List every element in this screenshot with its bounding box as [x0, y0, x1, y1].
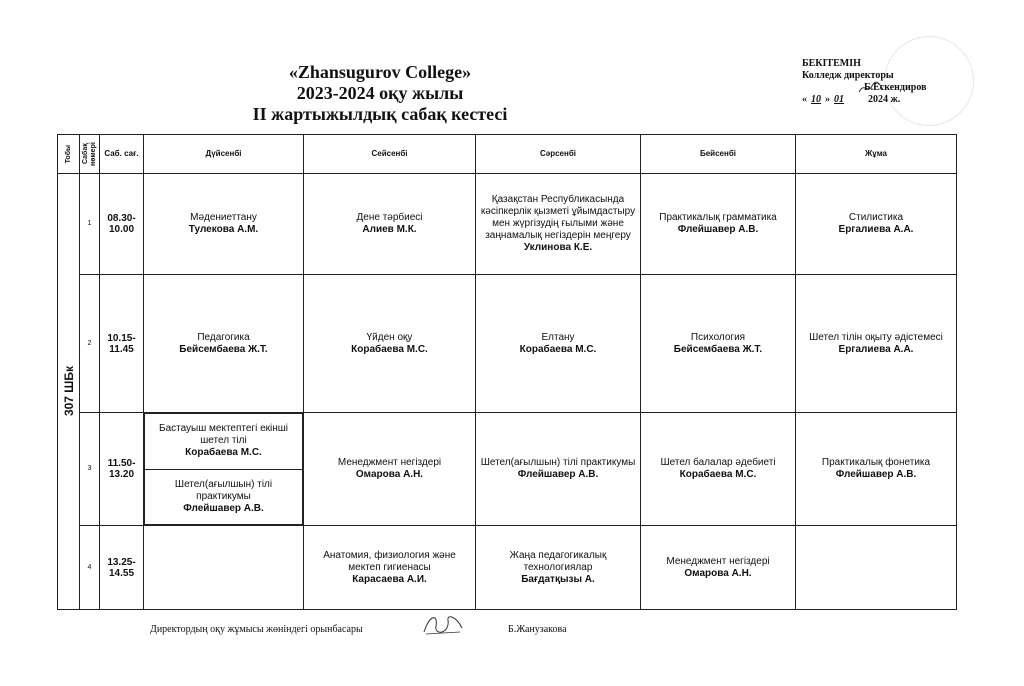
subject: Жаңа педагогикалық технологиялар	[509, 549, 607, 573]
lesson-cell	[796, 526, 957, 610]
lesson-cell	[796, 413, 957, 526]
lesson-cell	[476, 275, 641, 413]
header-monday: Дүйсенбі	[144, 135, 304, 174]
table-row	[58, 413, 957, 526]
document-title	[150, 62, 610, 125]
lesson-time: 08.30-10.00	[100, 174, 144, 275]
subject: Менеджмент негіздері	[337, 457, 442, 468]
teacher: Тулекова А.М.	[188, 224, 259, 235]
table-row	[58, 174, 957, 275]
lesson-cell	[304, 413, 476, 526]
lesson-cell	[641, 174, 796, 275]
lesson-cell-split	[144, 413, 304, 526]
subject: Шетел(ағылшын) тілі практикумы	[480, 457, 636, 468]
lesson-time: 10.15-11.45	[100, 275, 144, 413]
teacher: Бейсембаева Ж.Т.	[179, 343, 268, 355]
lesson-time: 13.25-14.55	[100, 526, 144, 610]
approval-date: « 10 » 01 2024 ж.	[802, 94, 901, 105]
teacher: Флейшавер А.В.	[677, 224, 759, 235]
teacher: Корабаева М.С.	[185, 447, 262, 459]
subject: Елтану	[541, 331, 575, 343]
teacher: Ергалиева А.А.	[838, 343, 914, 355]
teacher: Корабаева М.С.	[519, 343, 597, 355]
teacher: Бейсембаева Ж.Т.	[673, 343, 763, 355]
teacher: Флейшавер А.В.	[517, 469, 599, 480]
approval-role: Колледж директоры	[802, 70, 894, 81]
footer-name: Б.Жанузакова	[508, 624, 567, 635]
subject: Шетел тілін оқыту әдістемесі	[809, 331, 943, 343]
approval-block	[802, 58, 972, 106]
teacher: Уклинова К.Е.	[523, 242, 593, 253]
footer-role: Директордың оқу жұмысы жөніндегі орынбасары	[150, 624, 363, 635]
teacher: Флейшавер А.В.	[835, 469, 917, 480]
header-friday: Жұма	[796, 135, 957, 174]
header-hours: Саб. сағ.	[100, 135, 144, 174]
lesson-cell	[476, 413, 641, 526]
approval-title: БЕКІТЕМІН	[802, 58, 861, 69]
subject: Практикалық грамматика	[659, 212, 777, 223]
subject: Анатомия, физиология және мектеп гигиенасы	[323, 549, 456, 573]
teacher: Бағдатқызы А.	[521, 573, 595, 585]
header-lesson-num: Сабақ нөмері	[82, 142, 97, 166]
lesson-cell	[476, 174, 641, 275]
approval-name: Б.Ескендиров	[864, 82, 927, 93]
teacher: Корабаева М.С.	[679, 469, 757, 480]
teacher: Корабаева М.С.	[351, 343, 428, 355]
subject: Шетел(ағылшын) тілі практикумы	[174, 478, 273, 502]
header-thursday: Бейсенбі	[641, 135, 796, 174]
lesson-cell	[796, 275, 957, 413]
subject: Шетел балалар әдебиеті	[660, 457, 776, 468]
approval-month: 01	[834, 94, 844, 105]
group-name: 307 ШБк	[61, 366, 76, 417]
header-row	[58, 135, 957, 174]
teacher: Флейшавер А.В.	[183, 502, 264, 514]
lesson-cell	[641, 275, 796, 413]
lesson-cell	[476, 526, 641, 610]
lesson-cell	[641, 413, 796, 526]
subject: Бастауыш мектептегі екінші шетел тілі	[159, 423, 288, 447]
table-row	[58, 526, 957, 610]
header-wednesday: Сәрсенбі	[476, 135, 641, 174]
subject: Менеджмент негіздері	[666, 555, 770, 567]
teacher: Омарова А.Н.	[684, 567, 752, 579]
header-tuesday: Сейсенбі	[304, 135, 476, 174]
approval-day: 10	[811, 94, 821, 105]
header-group: Тобы	[64, 144, 72, 164]
lesson-number: 1	[80, 174, 100, 275]
subject: Стилистика	[848, 212, 904, 223]
deputy-signature	[420, 612, 466, 638]
lesson-cell	[144, 526, 304, 610]
academic-year: 2023-2024 оқу жылы	[296, 83, 464, 103]
lesson-cell	[144, 174, 304, 275]
teacher: Карасаева А.И.	[352, 573, 427, 585]
subject: Қазақстан Республикасында кәсіпкерлік қызметі ұйымдастыру мен жүргізудің ғылыми және заңнамалық негіздерін меңгеру	[480, 194, 636, 241]
subject: Мәдениеттану	[190, 212, 257, 223]
lesson-cell	[144, 275, 304, 413]
lesson-cell	[304, 526, 476, 610]
lesson-cell	[641, 526, 796, 610]
teacher: Омарова А.Н.	[355, 469, 424, 480]
subject: Үйден оқу	[366, 331, 413, 343]
lesson-number: 2	[80, 275, 100, 413]
lesson-cell	[304, 275, 476, 413]
table-row	[58, 275, 957, 413]
approval-year: 2024 ж.	[868, 94, 901, 105]
lesson-cell	[796, 174, 957, 275]
subject: Психология	[690, 331, 746, 343]
lesson-number: 3	[80, 413, 100, 526]
term-title: ІІ жартыжылдық сабақ кестесі	[252, 104, 508, 124]
teacher: Алиев М.К.	[362, 224, 417, 235]
college-name: «Zhansugurov College»	[288, 62, 472, 82]
subject: Практикалық фонетика	[821, 457, 931, 468]
teacher: Ергалиева А.А.	[838, 224, 914, 235]
schedule-table	[57, 134, 957, 610]
lesson-number: 4	[80, 526, 100, 610]
lesson-time: 11.50-13.20	[100, 413, 144, 526]
subject: Педагогика	[197, 331, 250, 343]
lesson-cell	[304, 174, 476, 275]
subject: Дене тәрбиесі	[356, 212, 423, 223]
